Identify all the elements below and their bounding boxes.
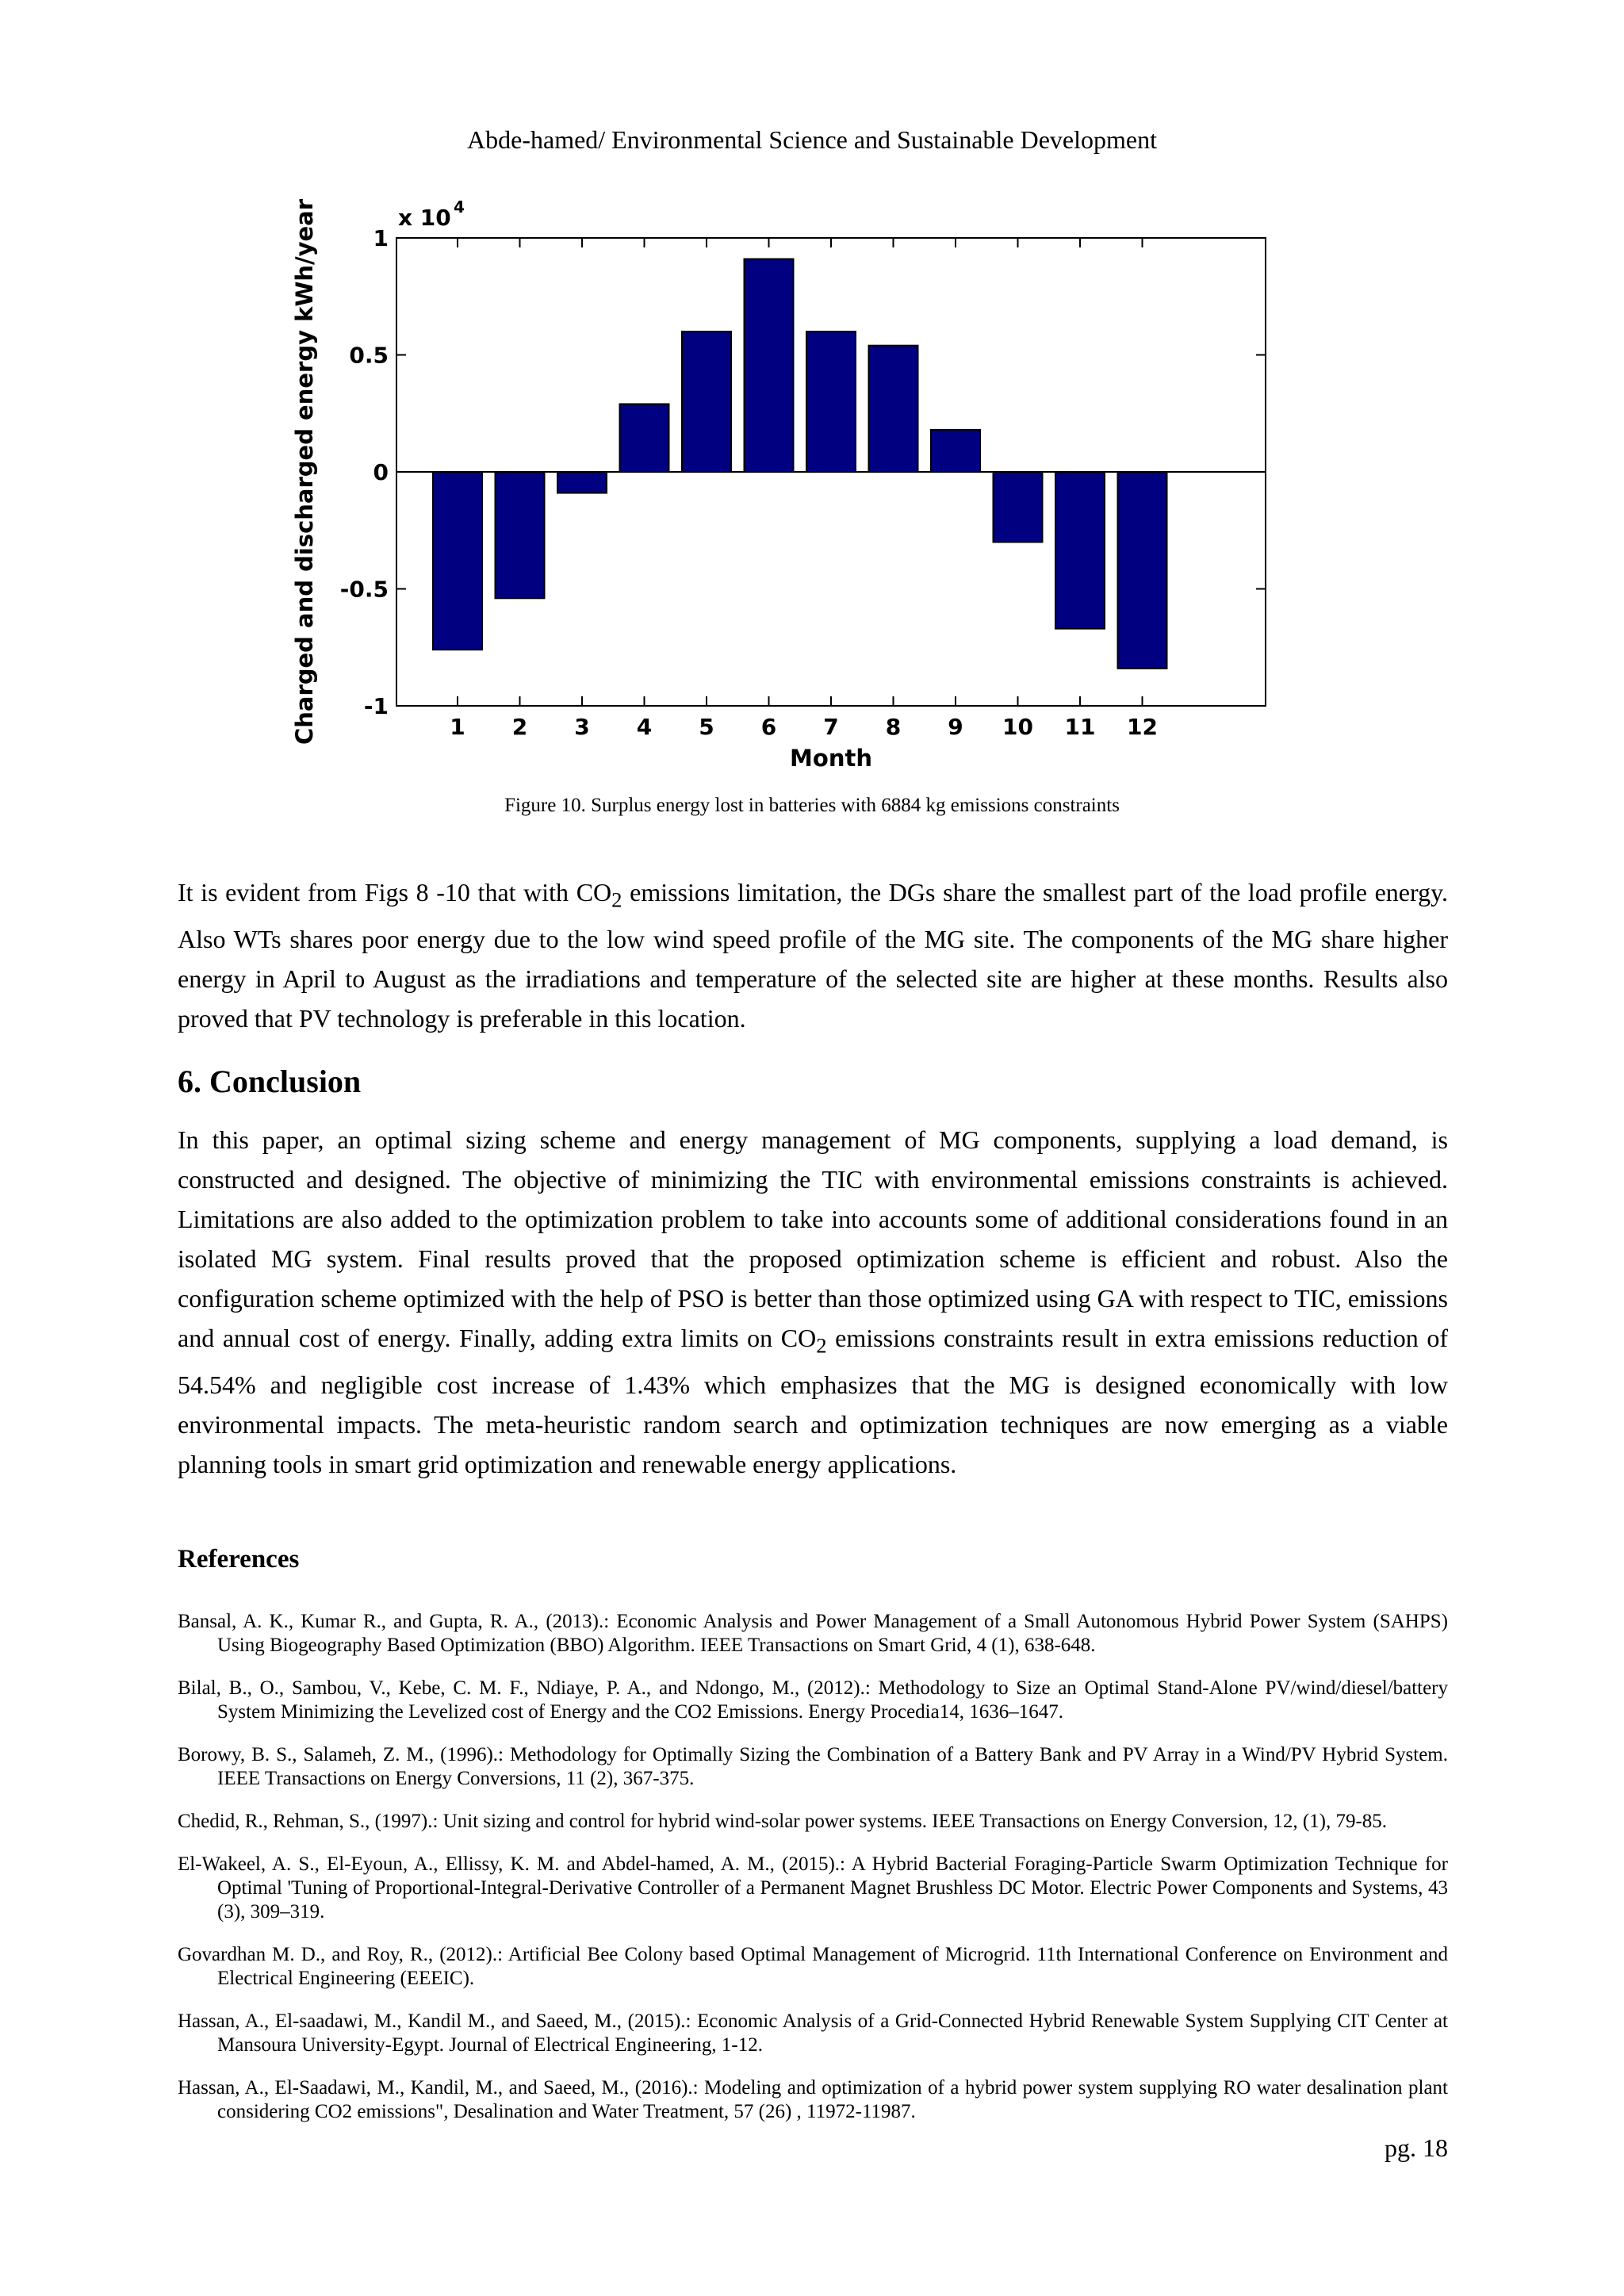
reference-item: Borowy, B. S., Salameh, Z. M., (1996).: Methodology for Optimally Sizing the Combination of a Battery Bank and PV Array in a Wind/PV Hybrid System. IEEE Transactions on Energy Conversions, 11 (2), 367-375. bbox=[178, 1744, 1448, 1789]
page-number: pg. 18 bbox=[1385, 2133, 1448, 2162]
chart-bar bbox=[620, 404, 669, 472]
reference-item: Bilal, B., O., Sambou, V., Kebe, C. M. F., Ndiaye, P. A., and Ndongo, M., (2012).: Methodology to Size an Optimal Stand-Alone PV/wind/diesel/battery System Minimizing the Levelized cost of Energy and the CO2 Emissions. Energy Procedia14, 1636–1647. bbox=[178, 1677, 1448, 1723]
x-tick-label: 12 bbox=[1127, 714, 1158, 740]
references-heading: References bbox=[178, 1545, 300, 1573]
conclusion-paragraph: In this paper, an optimal sizing scheme and energy management of MG components, supplying a load demand, is constructed and designed. The objective of minimizing the TIC with environmental emissions constraints is achieved. Limitations are also added to the optimization problem to take into accounts some of additional considerations found in an isolated MG system. Final results proved that the proposed optimization scheme is efficient and robust. Also the configuration scheme optimized with the help of PSO is better than those optimized using GA with respect to TIC, emissions and annual cost of energy. Finally, adding extra limits on $CO_2$ emissions constraints result in extra emissions reduction of 54.54% and negligible cost increase of 1.43% which emphasizes that the MG is designed economically with low environmental impacts. The meta-heuristic random search and optimization techniques are now emerging as a viable planning tools in smart grid optimization and renewable energy applications. bbox=[178, 1125, 1449, 1479]
discussion-paragraph: It is evident from Figs 8 -10 that with $CO_2$ emissions limitation, the DGs share the smallest part of the load profile energy. Also WTs shares poor energy due to the low wind speed profile of the MG site. The components of the MG share higher energy in April to August as the irradiations and temperature of the selected site are higher at these months. Results also proved that PV technology is preferable in this location. bbox=[178, 878, 1449, 1033]
chart-bar bbox=[1055, 472, 1105, 629]
x-tick-label: 1 bbox=[450, 714, 465, 740]
chart-bar bbox=[931, 430, 980, 472]
y-tick-label: 0 bbox=[373, 459, 389, 485]
chart-bars bbox=[433, 259, 1167, 669]
y-scale-exponent: 4 bbox=[454, 197, 465, 217]
running-head: Abde-hamed/ Environmental Science and Sustainable Development bbox=[467, 125, 1157, 154]
y-scale-label: x 10 bbox=[398, 205, 451, 231]
chart-bar bbox=[745, 259, 794, 472]
references-list bbox=[178, 1610, 1448, 2143]
y-tick-label: 1 bbox=[373, 225, 389, 251]
x-tick-label: 3 bbox=[574, 714, 590, 740]
x-tick-label: 2 bbox=[511, 714, 528, 740]
x-tick-label: 5 bbox=[699, 714, 714, 740]
reference-item: Govardhan M. D., and Roy, R., (2012).: Artificial Bee Colony based Optimal Management of Microgrid. 11th International Conference on Environment and Electrical Engineering (EEEIC). bbox=[178, 1944, 1448, 1989]
reference-item: Hassan, A., El-saadawi, M., Kandil M., and Saeed, M., (2015).: Economic Analysis of a Grid-Connected Hybrid Renewable System Supplying CIT Center at Mansoura University-Egypt. Journal of Electrical Engineering, 1-12. bbox=[178, 2010, 1448, 2056]
x-axis-label: Month bbox=[790, 745, 872, 772]
reference-item: Bansal, A. K., Kumar R., and Gupta, R. A., (2013).: Economic Analysis and Power Management of a Small Autonomous Hybrid Power System (SAHPS) Using Biogeography Based Optimization (BBO) Algorithm. IEEE Transactions on Smart Grid, 4 (1), 638-648. bbox=[178, 1611, 1448, 1656]
x-tick-label: 11 bbox=[1064, 714, 1096, 740]
chart-bar bbox=[869, 346, 918, 472]
chart-bar bbox=[806, 332, 856, 472]
x-tick-label: 6 bbox=[760, 714, 777, 740]
y-axis-label: Charged and discharged energy kWh/year bbox=[291, 198, 318, 746]
x-tick-label: 9 bbox=[948, 714, 963, 740]
chart-bar bbox=[1118, 472, 1167, 669]
chart-bar bbox=[557, 472, 607, 493]
y-tick-label: -0.5 bbox=[339, 576, 389, 603]
y-tick-label: -1 bbox=[363, 693, 389, 719]
figure-caption: Figure 10. Surplus energy lost in batteries with 6884 kg emissions constraints bbox=[504, 795, 1120, 816]
x-tick-label: 7 bbox=[823, 714, 839, 740]
chart-bar bbox=[433, 472, 482, 650]
reference-item: Chedid, R., Rehman, S., (1997).: Unit sizing and control for hybrid wind-solar power systems. IEEE Transactions on Energy Conversion, 12, (1), 79-85. bbox=[178, 1811, 1388, 1832]
x-tick-label: 4 bbox=[636, 714, 653, 740]
chart-bar bbox=[496, 472, 545, 598]
x-tick-label: 10 bbox=[1002, 714, 1033, 740]
reference-item: Hassan, A., El-Saadawi, M., Kandil, M., and Saeed, M., (2016).: Modeling and optimization of a hybrid power system supplying RO water desalination plant considering CO2 emissions", Desalination and Water Treatment, 57 (26) , 11972-11987. bbox=[178, 2077, 1448, 2122]
reference-item: El-Wakeel, A. S., El-Eyoun, A., Ellissy, K. M. and Abdel-hamed, A. M., (2015).: A Hybrid Bacterial Foraging-Particle Swarm Optimization Technique for Optimal 'Tuning of Proportional-Integral-Derivative Controller of a Permanent Magnet Brushless DC Motor. Electric Power Components and Systems, 43 (3), 309–319. bbox=[178, 1853, 1448, 1922]
y-tick-label: 0.5 bbox=[349, 342, 389, 369]
chart-bar bbox=[682, 332, 731, 472]
bar-chart bbox=[285, 184, 1300, 787]
chart-bar bbox=[994, 472, 1043, 542]
section-heading-conclusion: 6. Conclusion bbox=[178, 1064, 362, 1099]
x-tick-label: 8 bbox=[885, 714, 902, 740]
